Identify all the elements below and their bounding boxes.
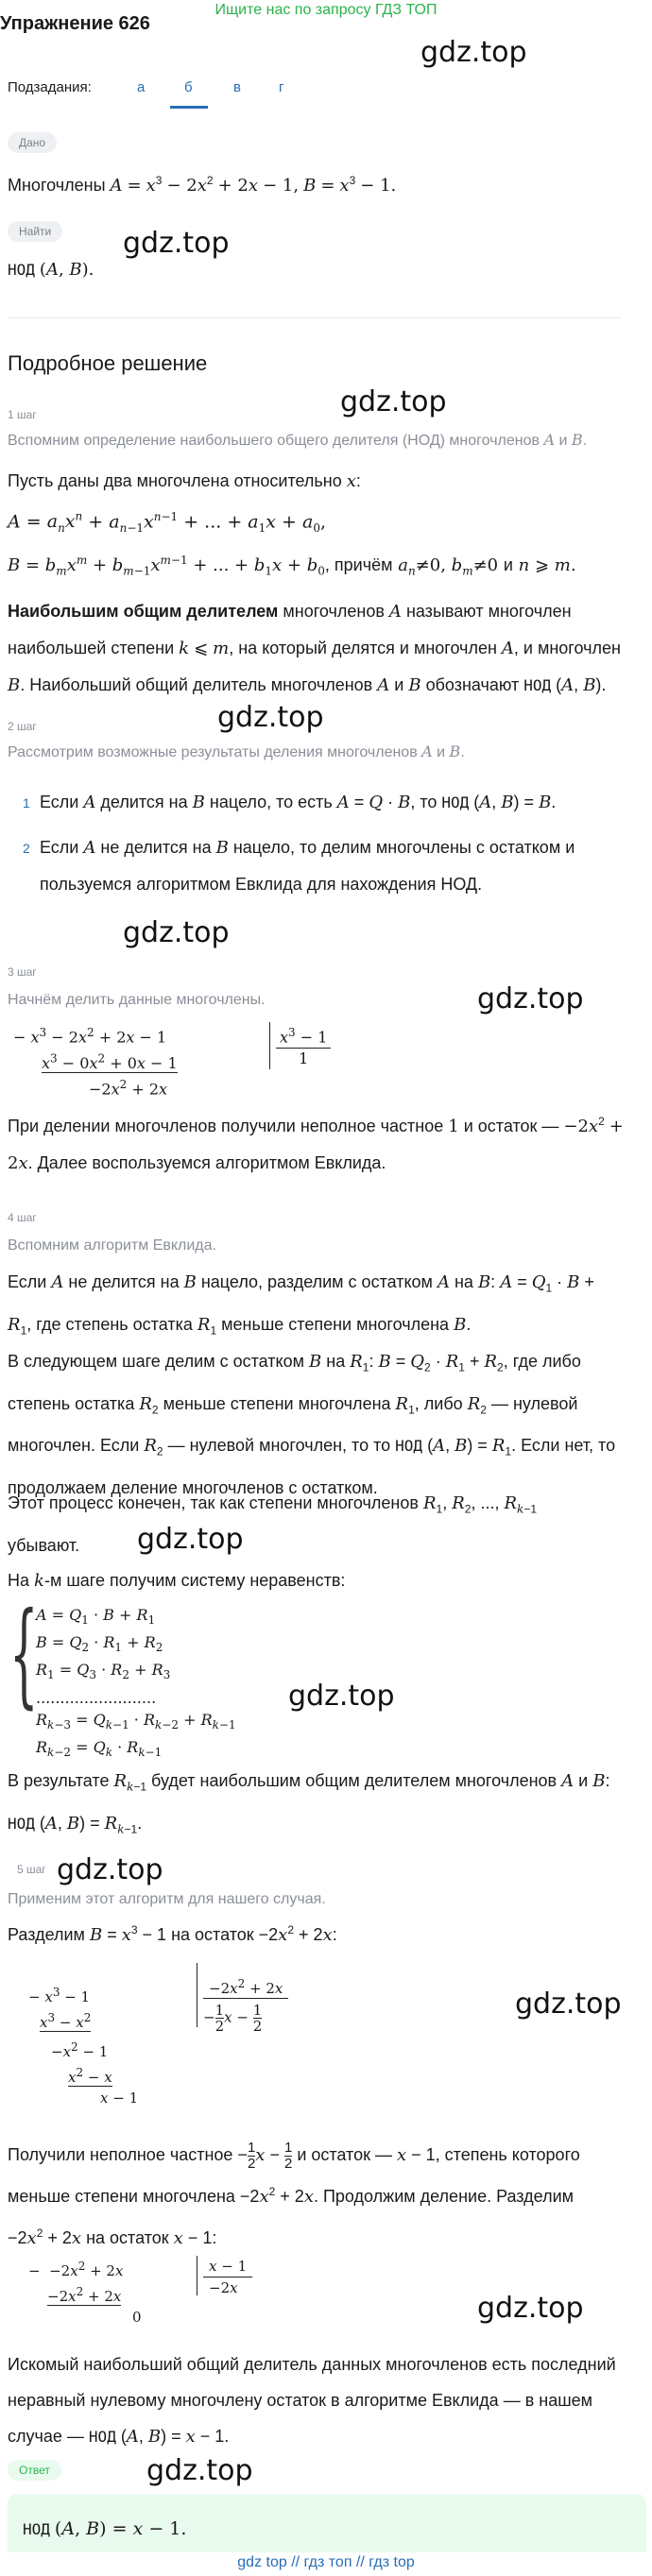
answer-text: НОД (A, B) = x − 1. xyxy=(23,2518,187,2539)
subtasks-label: Подзадания: xyxy=(8,79,92,95)
step-label: 3 шаг xyxy=(8,965,37,979)
long-division-1: − $x^3 - 2x^2 + 2x - 1$ $x^3 - 0x^2 + 0x - 1$ $-2x^2 + 2x$ xyxy=(13,1026,178,1098)
step5-hint: Применим этот алгоритм для нашего случая. xyxy=(8,1891,326,1907)
footer-links[interactable]: gdz top // гдз топ // гдз top xyxy=(0,2552,652,2573)
euclid-system: $A = Q_1 \cdot B + R_1$ $B = Q_2 \cdot R_1 + R_2$ $R_1 = Q_3 \cdot R_2 + R_3$ ......................... $R_{k-3} = Q_{k-1} \cdot R_{k-2} + R_{k-1}$ $R_{k-2} = Q_k \cdot R_{k-1}$ xyxy=(36,1606,236,1759)
watermark: gdz.top xyxy=(123,916,230,949)
step4-p2: В следующем шаге делим с остатком B на $R_1$: $B = Q_2 \cdot R_1 + R_2$, где либо степень остатка $R_2$ меньше степени многочлена $R_1$, либо $R_2$ — нулевой многочлен. Если $R_2$ — нулевой многочлен, то то НОД (A, $B) = R_1$. Если нет, то продолжаем деление многочленов с остатком. xyxy=(8,1352,616,1497)
watermark: gdz.top xyxy=(420,36,527,69)
step-label: 1 шаг xyxy=(8,408,37,421)
divisor-quotient-1: $x^3 - 1$ 1 xyxy=(276,1022,331,1069)
watermark: gdz.top xyxy=(288,1680,395,1713)
step-label: 4 шаг xyxy=(8,1211,37,1224)
page-title: Упражнение 626 xyxy=(0,13,150,34)
watermark: gdz.top xyxy=(477,2292,584,2325)
divisor-quotient-3: x − 1 −2x xyxy=(203,2256,252,2298)
step5-p1: Разделим $B = x^3 - 1$ на остаток $-2x^2 + 2x$: xyxy=(8,1923,337,1945)
given-badge: Дано xyxy=(8,132,57,153)
list-number: 1 xyxy=(23,795,30,810)
find-text: НОД (A, B). xyxy=(8,260,94,280)
watermark: gdz.top xyxy=(137,1523,244,1556)
step4-p1: Если A не делится на B нацело, разделим с остатком A на B: $A = Q_1 \cdot B$ + $R_1$, где степень остатка $R_1$ меньше степени многочлена B. xyxy=(8,1272,594,1338)
step4-p4: На k-м шаге получим систему неравенств: xyxy=(8,1571,346,1591)
watermark: gdz.top xyxy=(515,1987,622,2021)
watermark: gdz.top xyxy=(146,2454,253,2487)
step-label: 5 шаг xyxy=(17,1863,46,1876)
given-text: Многочлены $A = x^3 - 2x^2 + 2x - 1$, $B = x^3 - 1$. xyxy=(8,174,397,196)
divisor-quotient-2: $-2x^2 + 2x$ − $\frac{1}{2}$ x − $\frac{1}{2}$ xyxy=(203,1974,288,2034)
subtask-tab-g[interactable]: г xyxy=(279,79,284,95)
watermark: gdz.top xyxy=(340,385,447,418)
step1-p1: Пусть даны два многочлена относительно x: xyxy=(8,471,361,491)
step1-definition: Наибольшим общим делителем многочленов A называют многочлен наибольшей степени k ⩽ m, на который делятся и многочлен A, и многочлен B. Наибольший общий делитель многочленов A и B обозначают НОД (A, B). xyxy=(8,602,621,695)
watermark: gdz.top xyxy=(477,982,584,1015)
step5-conclusion: Искомый наибольший общий делитель данных многочленов есть последний неравный нулевому многочлену остаток в алгоритме Евклида — в нашем случае — НОД (A, B) = x − 1. xyxy=(8,2355,616,2447)
long-division-3: − $-2x^2 + 2x$ $-2x^2 + 2x$ 0 xyxy=(28,2260,142,2326)
long-division-2: − $x^3 - 1$ $x^3 - x^2$ $-x^2 - 1$ $x^2 - x$ x − 1 xyxy=(28,1986,139,2107)
subtask-tab-v[interactable]: в xyxy=(233,79,241,95)
list-number: 2 xyxy=(23,841,30,856)
step5-p2: Получили неполное частное − $\frac{1}{2}$ x − $\frac{1}{2}$ и остаток — x − 1, степень которого меньше степени многочлена $-2x^2 + 2x$. Продолжим деление. Разделим $-2x^2 + 2x$ на остаток x − 1: xyxy=(8,2139,580,2248)
step2-item2: Если A не делится на B нацело, то делим многочлены с остатком и пользуемся алгоритмом Евклида для нахождения НОД. xyxy=(40,838,575,894)
step4-p3: Этот процесс конечен, так как степени многочленов $R_1$, $R_2$, ..., $R_{k-1}$ убывают. xyxy=(8,1493,537,1555)
step4-hint: Вспомним алгоритм Евклида. xyxy=(8,1237,216,1254)
step-label: 2 шаг xyxy=(8,720,37,733)
division-bar xyxy=(269,1022,270,1069)
system-brace: { xyxy=(9,1589,39,1720)
step2-item1: Если A делится на B нацело, то есть A = Q · B, то НОД (A, B) = B. xyxy=(40,793,557,812)
divider xyxy=(8,317,622,318)
step1-hint: Вспомним определение наибольшего общего делителя (НОД) многочленов A и B. xyxy=(8,431,588,449)
top-banner[interactable]: Ищите нас по запросу ГДЗ ТОП xyxy=(214,2,438,18)
watermark: gdz.top xyxy=(123,227,230,260)
subtask-tab-b[interactable]: б xyxy=(184,79,193,95)
find-badge: Найти xyxy=(8,221,62,242)
watermark: gdz.top xyxy=(217,701,324,734)
poly-b-formula: $B = b_mx^m + b_{m-1}x^{m-1}$ + ... + $b_1x + b_0$, причём $a_n\ne 0$, $b_m\ne 0$ и n ⩾ m. xyxy=(8,554,576,578)
step3-hint: Начнём делить данные многочлены. xyxy=(8,992,266,1008)
active-tab-indicator xyxy=(170,106,208,109)
step2-hint: Рассмотрим возможные результаты деления многочленов A и B. xyxy=(8,742,465,760)
step4-conclusion: В результате $R_{k-1}$ будет наибольшим общим делителем многочленов A и B: НОД (A, $B) = R_{k-1}$. xyxy=(8,1771,610,1836)
step3-result: При делении многочленов получили неполное частное 1 и остаток — $-2x^2$ + 2x. Далее воспользуемся алгоритмом Евклида. xyxy=(8,1115,624,1173)
answer-badge: Ответ xyxy=(8,2460,61,2481)
subtask-tab-a[interactable]: а xyxy=(137,79,146,95)
solution-title: Подробное решение xyxy=(8,351,208,375)
poly-a-formula: $A = a_nx^n + a_{n-1}x^{n-1}$ + ... + $a_1x + a_0$, xyxy=(8,510,326,536)
watermark: gdz.top xyxy=(57,1853,163,1886)
